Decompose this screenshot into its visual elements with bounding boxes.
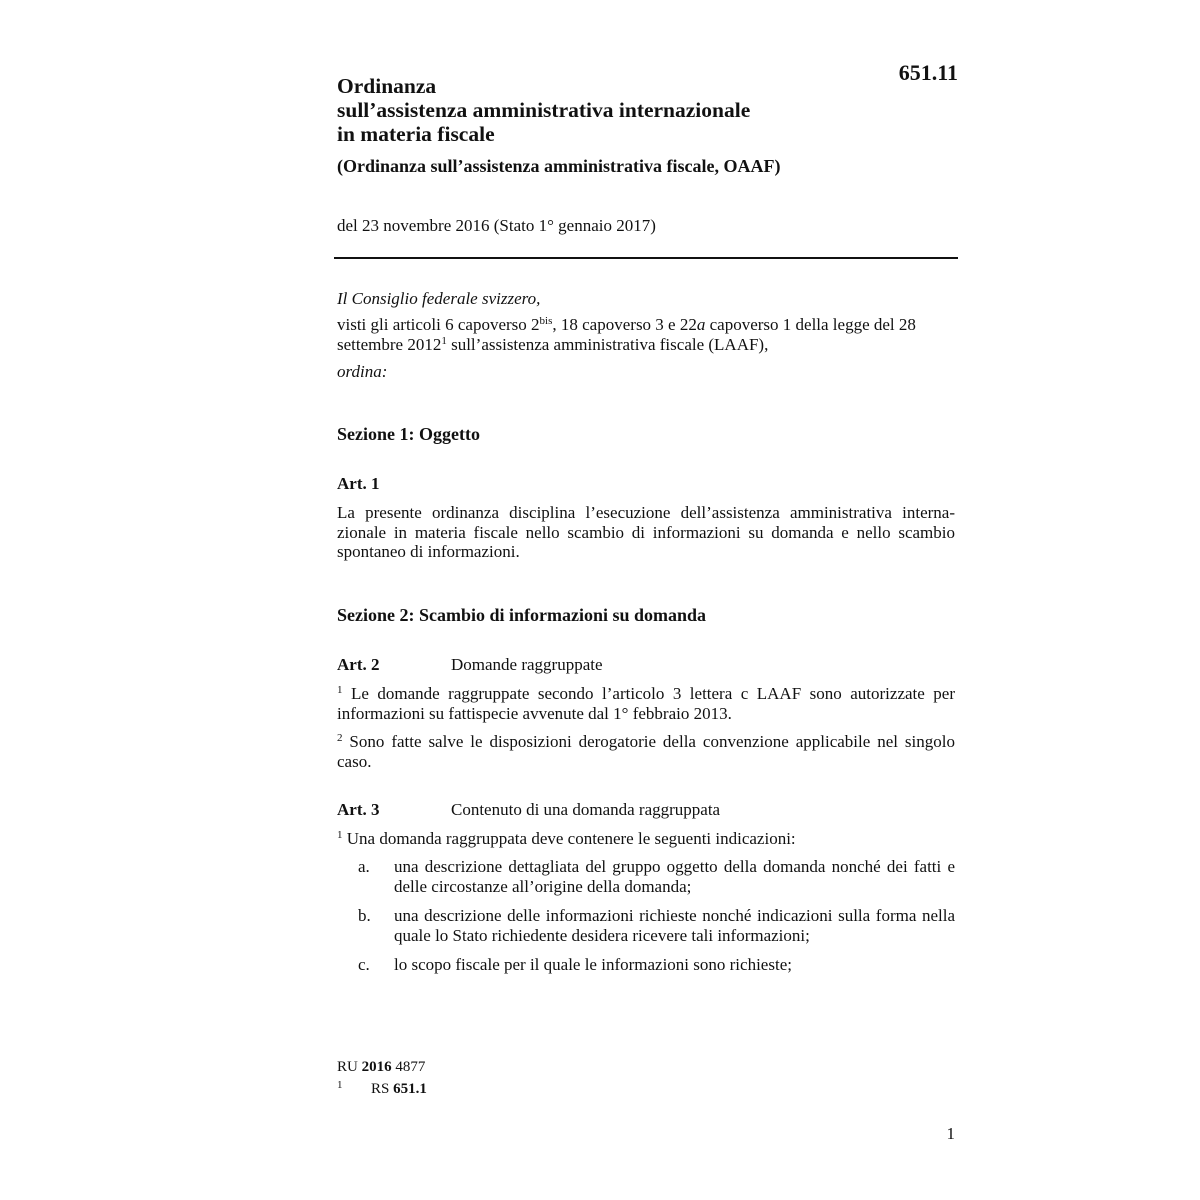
official-compilation-reference <box>337 1059 425 1076</box>
article-1-heading <box>337 474 451 494</box>
article-2-title: Domande raggruppate <box>451 655 603 674</box>
preamble-bis-sup: bis <box>539 315 553 327</box>
article-3-heading <box>337 800 720 820</box>
article-2-heading <box>337 655 603 675</box>
list-item-text: lo scopo fiscale per il quale le informazioni sono richieste; <box>394 955 792 974</box>
preamble-basis-part3: capoverso 1 della legge del 28 settembre 2012 <box>337 315 916 354</box>
preamble-authority: Il Consiglio federale svizzero, <box>337 289 541 308</box>
title-line-3: in materia fiscale <box>337 122 495 146</box>
paragraph-number: 1 <box>337 829 343 841</box>
article-2-number: Art. 2 <box>337 655 380 674</box>
footnote-ref-1[interactable]: 1 <box>441 334 447 347</box>
title-block <box>337 74 897 177</box>
paragraph-number: 2 <box>337 732 343 744</box>
list-item-letter: a. <box>358 857 370 876</box>
article-2-paragraph-1 <box>337 684 955 723</box>
sr-number: 651.11 <box>898 60 958 85</box>
paragraph-text: Le domande raggruppate secondo l’articolo 3 lettera c LAAF sono autorizzate per informazioni su fattispecie avvenute dal 1° febbraio 2013. <box>337 684 955 723</box>
preamble-ordains: ordina: <box>337 362 388 381</box>
short-title: (Ordinanza sull’assistenza amministrativa fiscale, OAAF) <box>337 156 781 176</box>
paragraph-number: 1 <box>337 684 343 696</box>
article-3-number: Art. 3 <box>337 800 380 819</box>
preamble-basis-part4: sull’assistenza amministrativa fiscale (LAAF), <box>446 334 769 354</box>
preamble-basis-italic-a: a <box>696 315 706 334</box>
list-item-letter: c. <box>358 955 370 974</box>
preamble-basis <box>337 315 955 354</box>
footnote-mark: 1 <box>337 1079 343 1091</box>
list-item-text: una descrizione delle informazioni richieste nonché indicazioni sulla forma nella quale lo Stato richiedente desidera ricevere tali informazioni; <box>394 906 955 945</box>
list-item <box>337 955 955 975</box>
title-line-1: Ordinanza <box>337 74 437 98</box>
ru-year: 2016 <box>361 1059 392 1075</box>
preamble-basis-part1: visti gli articoli 6 capoverso 2 <box>337 315 540 334</box>
header-divider <box>334 257 958 259</box>
preamble-basis-part2: , 18 capoverso 3 e 22 <box>552 315 697 334</box>
footnote-prefix: RS <box>371 1081 394 1097</box>
footnote-1 <box>337 1079 427 1098</box>
footnote-reference: 651.1 <box>393 1081 427 1097</box>
list-item <box>337 857 955 896</box>
ru-prefix: RU <box>337 1059 362 1075</box>
title-line-2: sull’assistenza amministrativa internazionale <box>337 98 751 122</box>
paragraph-text: Una domanda raggruppata deve contenere le seguenti indicazioni: <box>342 829 796 848</box>
page-number: 1 <box>946 1124 955 1143</box>
list-item-letter: b. <box>358 906 371 925</box>
article-2-paragraph-2 <box>337 732 955 771</box>
section-2-heading: Sezione 2: Scambio di informazioni su domanda <box>337 605 707 625</box>
paragraph-text: Sono fatte salve le disposizioni derogatorie della convenzione applicabile nel singolo caso. <box>337 732 955 771</box>
list-item <box>337 906 955 945</box>
article-1-number: Art. 1 <box>337 474 380 493</box>
article-1-text: La presente ordinanza disciplina l’esecuzione dell’assistenza amministrativa interna-zionale in materia fiscale nello scambio di informazioni su domanda e nello scambio spontaneo di informazioni. <box>337 503 955 561</box>
ru-page: 4877 <box>391 1059 426 1075</box>
article-3-paragraph-1 <box>337 829 955 849</box>
list-item-text: una descrizione dettagliata del gruppo oggetto della domanda nonché dei fatti e delle circostanze all’origine della domanda; <box>394 857 955 896</box>
date-line: del 23 novembre 2016 (Stato 1° gennaio 2017) <box>337 216 656 235</box>
section-1-heading: Sezione 1: Oggetto <box>337 424 480 444</box>
article-3-title: Contenuto di una domanda raggruppata <box>451 800 721 819</box>
